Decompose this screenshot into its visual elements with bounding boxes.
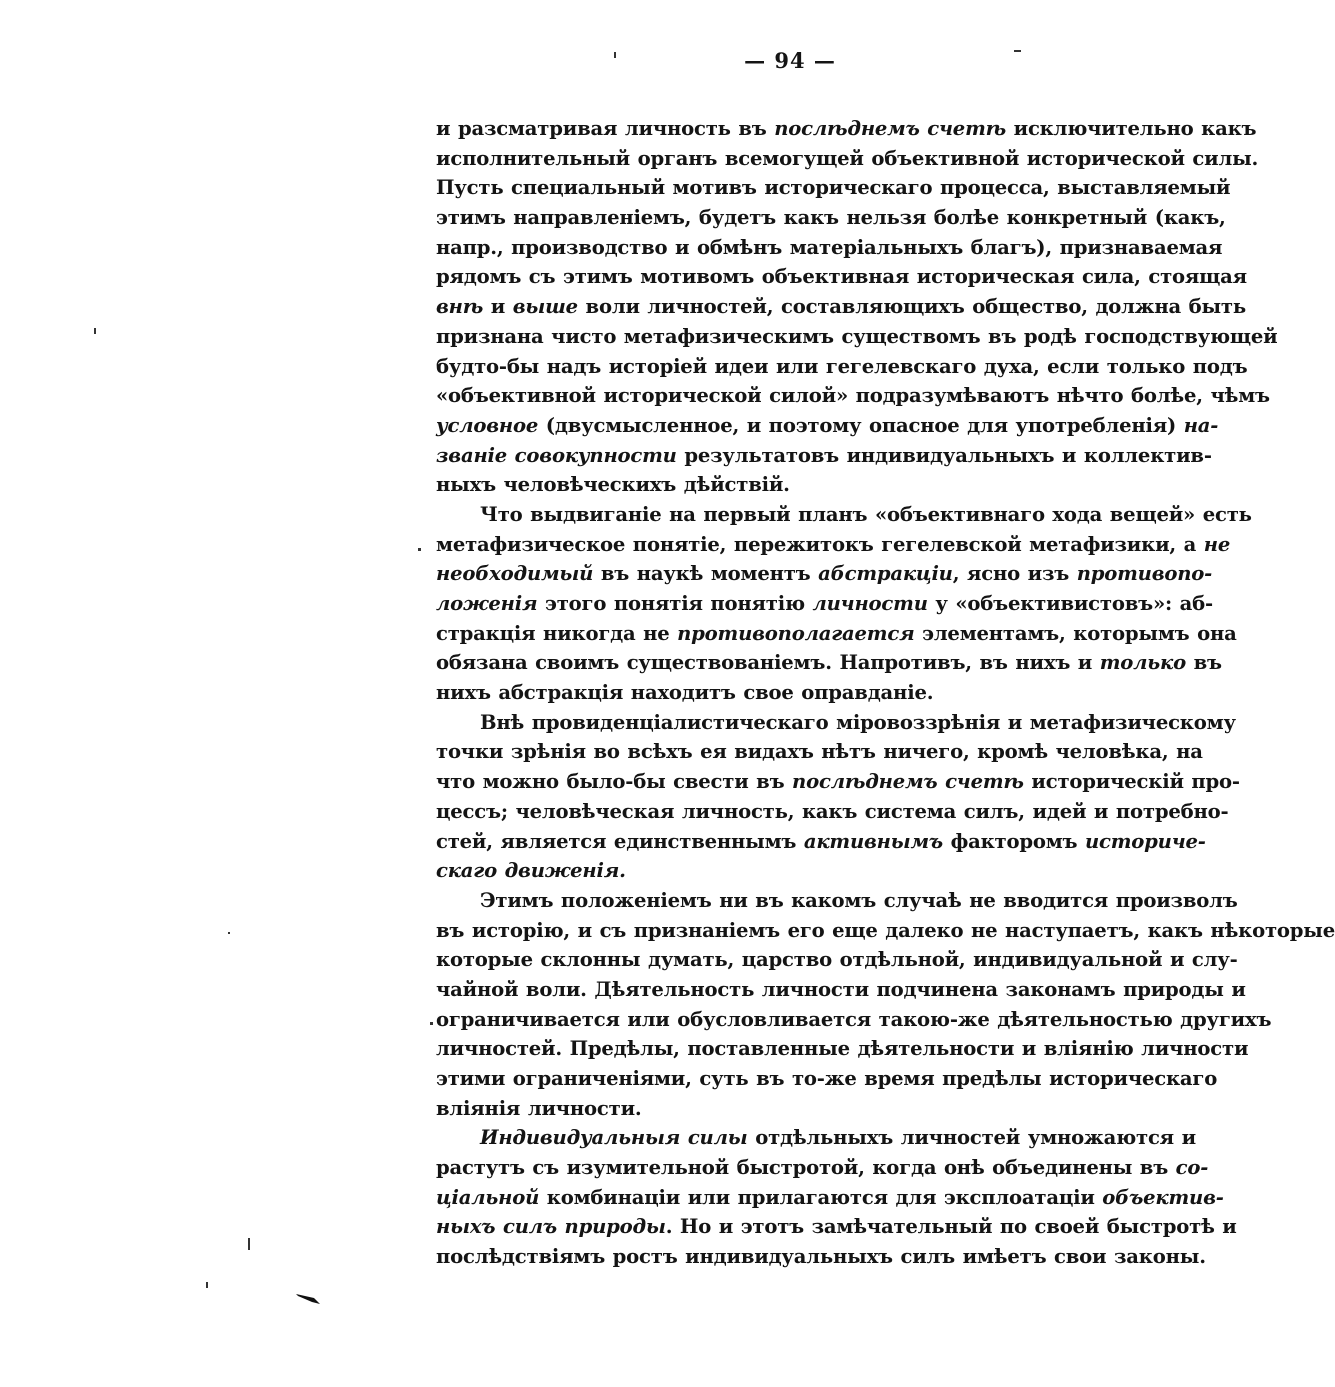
italic-text-run: противопо- [1076, 562, 1213, 586]
scan-speck [94, 328, 96, 334]
text-run: . Но и этотъ замѣчательный по своей быстротѣ и [665, 1215, 1237, 1239]
italic-text-run: послѣднемъ счетѣ [792, 770, 1024, 794]
text-line [436, 945, 1238, 975]
text-run: цессъ; человѣческая личность, какъ система силъ, идей и потребно- [436, 799, 1229, 823]
text-run: чайной воли. Дѣятельность личности подчинена законамъ природы и [436, 977, 1246, 1001]
italic-text-run: ложенiя [436, 592, 538, 615]
text-line [436, 1094, 1196, 1124]
text-run: стракцiя никогда не [436, 621, 678, 645]
scan-speck [228, 932, 230, 934]
text-run: напр., производство и обмѣнъ матерiальныхъ благъ), признаваемая [436, 235, 1223, 259]
italic-text-run: цiальной [436, 1185, 540, 1209]
italic-text-run: историче- [1084, 829, 1206, 853]
text-line [436, 233, 1223, 263]
text-run: послѣдствiямъ ростъ индивидуальныхъ силъ имѣетъ свои законы. [436, 1245, 1206, 1269]
text-line [436, 886, 1238, 916]
text-line [436, 262, 1247, 292]
text-line [436, 767, 1240, 797]
text-line [436, 1153, 1209, 1183]
text-run: , ясно изъ [952, 562, 1077, 586]
text-run: факторомъ [942, 829, 1085, 853]
text-line [436, 648, 1222, 678]
text-line [436, 1212, 1237, 1242]
text-line [436, 678, 1196, 708]
text-run: Пусть специальный мотивъ историческаго процесса, выставляемый [436, 176, 1231, 200]
text-line [436, 530, 1231, 560]
italic-text-run: со- [1175, 1156, 1209, 1180]
italic-text-run: абстракцiи [818, 562, 953, 586]
text-run: ограничивается или обусловливается такою-же дѣятельностью другихъ [436, 1007, 1272, 1031]
text-run: Внѣ провиденцiалистическаго мiровоззрѣнiя и метафизическому [480, 710, 1236, 734]
text-run: у «объективистовъ»: аб- [927, 592, 1213, 615]
text-line [436, 500, 1252, 530]
text-run: исключительно какъ [1005, 117, 1257, 140]
text-run: (двусмысленное, и поэтому опасное для употребленiя) [538, 413, 1184, 437]
text-line [436, 916, 1335, 946]
text-line [436, 589, 1213, 619]
text-run: рядомъ съ этимъ мотивомъ объективная историческая сила, стоящая [436, 265, 1247, 289]
text-run: ныхъ человѣческихъ дѣйствiй. [436, 473, 790, 497]
text-run: обязана своимъ существованiемъ. Напротивъ, въ нихъ и [436, 651, 1100, 675]
text-run: растутъ съ изумительной быстротой, когда онѣ объединены въ [436, 1156, 1176, 1180]
text-line [436, 411, 1219, 441]
italic-text-run: на- [1183, 413, 1219, 437]
text-line [436, 827, 1206, 857]
text-run: отдѣльныхъ личностей умножаются и [747, 1126, 1196, 1150]
text-run: метафизическое понятiе, пережитокъ гегелевской метафизики, а [436, 532, 1204, 556]
italic-text-run: не [1203, 532, 1231, 556]
italic-text-run: активнымъ [803, 829, 943, 853]
text-line [436, 114, 1257, 144]
text-line [436, 292, 1246, 322]
text-run: Что выдвиганiе на первый планъ «объективнаго хода вещей» есть [480, 502, 1252, 526]
text-run: этимъ направленiемъ, будетъ какъ нельзя болѣе конкретный (какъ, [436, 206, 1226, 230]
text-run: исполнительный органъ всемогущей объективной исторической силы. [436, 146, 1259, 170]
text-line [436, 559, 1213, 589]
text-line [436, 797, 1229, 827]
text-line [436, 322, 1278, 352]
text-line [436, 1123, 1196, 1153]
scan-speck [614, 52, 616, 58]
text-run: стей, является единственнымъ [436, 829, 804, 853]
italic-text-run: необходимый [436, 562, 594, 586]
text-run: комбинацiи или прилагаются для эксплоатацiи [539, 1185, 1103, 1209]
italic-text-run: ныхъ силъ природы [436, 1215, 666, 1239]
text-line [436, 441, 1212, 471]
text-run: Этимъ положенiемъ ни въ какомъ случаѣ не вводится произволъ [480, 888, 1238, 912]
text-line [436, 381, 1270, 411]
italic-text-run: званiе совокупности [436, 443, 677, 467]
text-run: что можно было-бы свести въ [436, 770, 793, 794]
text-run: признана чисто метафизическимъ существомъ въ родѣ господствующей [436, 324, 1278, 348]
page-number: — 94 — [744, 48, 836, 73]
text-run: элементамъ, которымъ она [914, 621, 1237, 645]
text-run: результатовъ индивидуальныхъ и коллектив- [676, 443, 1212, 467]
text-line [436, 856, 1196, 886]
text-run: въ исторiю, и съ признанiемъ его еще далеко не наступаетъ, какъ нѣкоторые [436, 918, 1335, 942]
text-run: «объективной исторической силой» подразумѣваютъ нѣчто болѣе, чѣмъ [436, 384, 1270, 408]
text-run: нихъ абстракцiя находитъ свое оправданiе. [436, 681, 934, 705]
text-line [436, 1034, 1249, 1064]
text-line [436, 619, 1237, 649]
text-line [436, 144, 1259, 174]
italic-text-run: послѣднемъ счетѣ [774, 117, 1006, 140]
text-line [436, 708, 1236, 738]
scan-speck [430, 1022, 433, 1025]
text-run: личностей. Предѣлы, поставленные дѣятельности и влiянiю личности [436, 1037, 1249, 1061]
text-run: будто-бы надъ исторiей идеи или гегелевскаго духа, если только подъ [436, 354, 1248, 378]
text-line [436, 470, 1196, 500]
text-line [436, 1005, 1272, 1035]
text-line [436, 1183, 1224, 1213]
text-run: и разсматривая личность въ [436, 117, 775, 140]
italic-text-run: противополагается [677, 621, 915, 645]
scan-speck [418, 548, 421, 551]
text-run: воли личностей, составляющихъ общество, должна быть [577, 295, 1246, 319]
text-run: въ наукѣ моментъ [593, 562, 819, 586]
italic-text-run: объектив- [1102, 1185, 1224, 1209]
text-run: точки зрѣнiя во всѣхъ ея видахъ нѣтъ ничего, кромѣ человѣка, на [436, 740, 1203, 764]
text-line [436, 352, 1248, 382]
text-run: и [483, 295, 513, 319]
text-line [436, 173, 1231, 203]
text-line [436, 1064, 1218, 1094]
scan-speck [206, 1282, 208, 1288]
italic-text-run: только [1099, 651, 1186, 675]
italic-text-run: личности [812, 592, 928, 615]
text-run: въ [1185, 651, 1222, 675]
italic-text-run: скаго движенiя. [436, 859, 626, 883]
ink-mark-icon [296, 1292, 322, 1306]
text-run: историческiй про- [1023, 770, 1240, 794]
text-run: влiянiя личности. [436, 1096, 642, 1120]
italic-text-run: Индивидуальныя силы [480, 1126, 748, 1150]
italic-text-run: условное [436, 413, 539, 437]
text-run: этого понятiя понятiю [537, 592, 813, 615]
text-run: которые склонны думать, царство отдѣльной, индивидуальной и слу- [436, 948, 1238, 972]
text-run: этими ограниченiями, суть въ то-же время предѣлы историческаго [436, 1067, 1218, 1090]
text-line [436, 1242, 1206, 1272]
scan-speck [1014, 50, 1021, 52]
body-text [436, 114, 1335, 1272]
scan-speck [248, 1238, 250, 1250]
italic-text-run: внѣ [436, 295, 484, 319]
text-line [436, 975, 1246, 1005]
text-line [436, 203, 1226, 233]
italic-text-run: выше [512, 295, 578, 319]
text-line [436, 737, 1203, 767]
